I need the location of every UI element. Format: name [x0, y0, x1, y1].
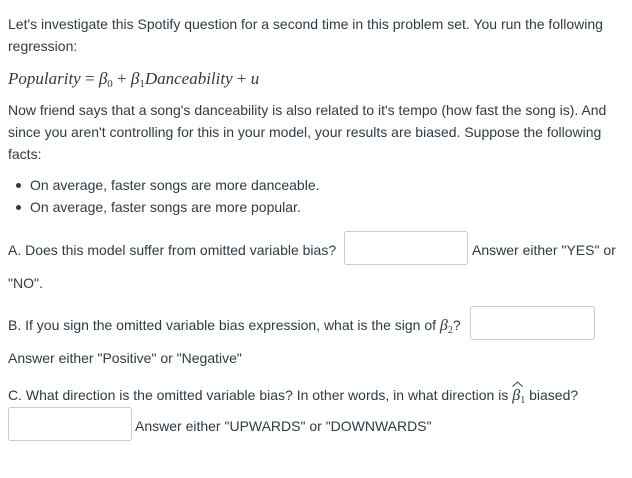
question-a-prompt: A. Does this model suffer from omitted variable bias? — [8, 242, 337, 258]
intro-line-1: Let's investigate this Spotify question for a second time in this problem set. You run the following — [8, 16, 603, 32]
question-b-prompt: B. If you sign the omitted variable bias expression, what is the sign of — [8, 317, 437, 333]
fact-item: On average, faster songs are more danceable. — [30, 174, 320, 196]
question-c-prompt: C. What direction is the omitted variable bias? In other words, in what direction is — [8, 387, 509, 403]
intro-line-2: regression: — [8, 38, 78, 54]
equation-lhs: Popularity — [8, 69, 81, 88]
question-c-hint: Answer either "UPWARDS" or "DOWNWARDS" — [135, 418, 432, 434]
beta-2-symbol: $\beta_2$ — [439, 317, 453, 336]
question-a-answer-input[interactable] — [344, 231, 468, 265]
equation-plus-1: + — [117, 69, 127, 88]
question-a-hint-continued: "NO". — [8, 275, 43, 291]
regression-equation — [8, 67, 259, 96]
question-b-prompt-row — [8, 315, 461, 341]
equation-term: Danceability — [144, 69, 233, 88]
beta-1-hat-symbol: $\beta_1$ — [512, 387, 525, 404]
facts-list — [8, 174, 320, 218]
context-line-1: Now friend says that a song's danceability is also related to it's tempo (how fast the song is). And — [8, 102, 607, 118]
context-line-3: facts: — [8, 146, 42, 162]
equation-error: u — [250, 69, 260, 88]
fact-item: On average, faster songs are more popular. — [30, 196, 320, 218]
question-a-hint: Answer either "YES" or — [472, 242, 616, 258]
question-c-answer-input[interactable] — [8, 407, 132, 441]
question-b-answer-input[interactable] — [470, 306, 595, 340]
context-line-2: since you aren't controlling for this in your model, your results are biased. Suppose the following — [8, 124, 602, 140]
equation-equals: = — [84, 69, 95, 88]
question-c-suffix: biased? — [529, 387, 579, 403]
question-b-hint: Answer either "Positive" or "Negative" — [8, 350, 242, 366]
equation-beta1: $\beta_1$ — [130, 69, 145, 90]
equation-plus-2: + — [236, 69, 247, 88]
equation-beta0: $\beta_0$ — [98, 69, 113, 90]
hat-accent-icon — [512, 381, 523, 387]
question-b-suffix: ? — [452, 317, 461, 333]
